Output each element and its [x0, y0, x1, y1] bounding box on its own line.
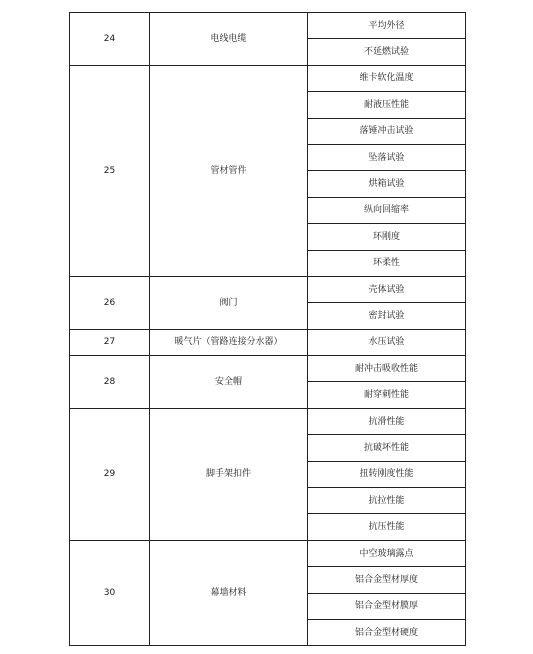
table-row: [70, 408, 466, 434]
parameter-cell: 抗压性能: [308, 514, 466, 540]
parameter-cell: 抗拉性能: [308, 488, 466, 514]
parameter-cell: 扭转刚度性能: [308, 461, 466, 487]
parameter-cell: 耐液压性能: [308, 92, 466, 118]
serial-number-cell: 28: [70, 356, 150, 409]
parameter-cell: 密封试验: [308, 303, 466, 329]
parameter-cell: 水压试验: [308, 329, 466, 355]
serial-number-cell: 26: [70, 276, 150, 329]
serial-number-cell: 25: [70, 65, 150, 276]
parameter-cell: 铝合金型材膜厚: [308, 593, 466, 619]
parameter-cell: 铝合金型材厚度: [308, 567, 466, 593]
parameter-cell: 坠落试验: [308, 144, 466, 170]
parameter-cell: 环刚度: [308, 224, 466, 250]
parameter-cell: 中空玻璃露点: [308, 540, 466, 566]
parameter-cell: 平均外径: [308, 13, 466, 39]
serial-number-cell: 29: [70, 408, 150, 540]
table-row: [70, 540, 466, 566]
table-row: [70, 329, 466, 355]
item-name-cell: 脚手架扣件: [150, 408, 308, 540]
serial-number-cell: 27: [70, 329, 150, 355]
parameter-cell: 落锤冲击试验: [308, 118, 466, 144]
parameter-cell: 耐冲击吸收性能: [308, 356, 466, 382]
table-row: [70, 356, 466, 382]
table-row: [70, 13, 466, 39]
serial-number-cell: 30: [70, 540, 150, 646]
item-name-cell: 电线电缆: [150, 13, 308, 66]
parameter-cell: 铝合金型材硬度: [308, 619, 466, 645]
test-items-table: [69, 12, 466, 646]
item-name-cell: 暖气片（管路连接分水器）: [150, 329, 308, 355]
parameter-cell: 纵向回缩率: [308, 197, 466, 223]
item-name-cell: 阀门: [150, 276, 308, 329]
parameter-cell: 维卡软化温度: [308, 65, 466, 91]
parameter-cell: 环柔性: [308, 250, 466, 276]
table-row: [70, 65, 466, 91]
parameter-cell: 壳体试验: [308, 276, 466, 302]
parameter-cell: 烘箱试验: [308, 171, 466, 197]
parameter-cell: 耐穿刺性能: [308, 382, 466, 408]
serial-number-cell: 24: [70, 13, 150, 66]
item-name-cell: 安全帽: [150, 356, 308, 409]
table-row: [70, 276, 466, 302]
item-name-cell: 管材管件: [150, 65, 308, 276]
parameter-cell: 抗破坏性能: [308, 435, 466, 461]
item-name-cell: 幕墙材料: [150, 540, 308, 646]
table-body: [70, 13, 466, 646]
parameter-cell: 不延燃试验: [308, 39, 466, 65]
parameter-cell: 抗滑性能: [308, 408, 466, 434]
